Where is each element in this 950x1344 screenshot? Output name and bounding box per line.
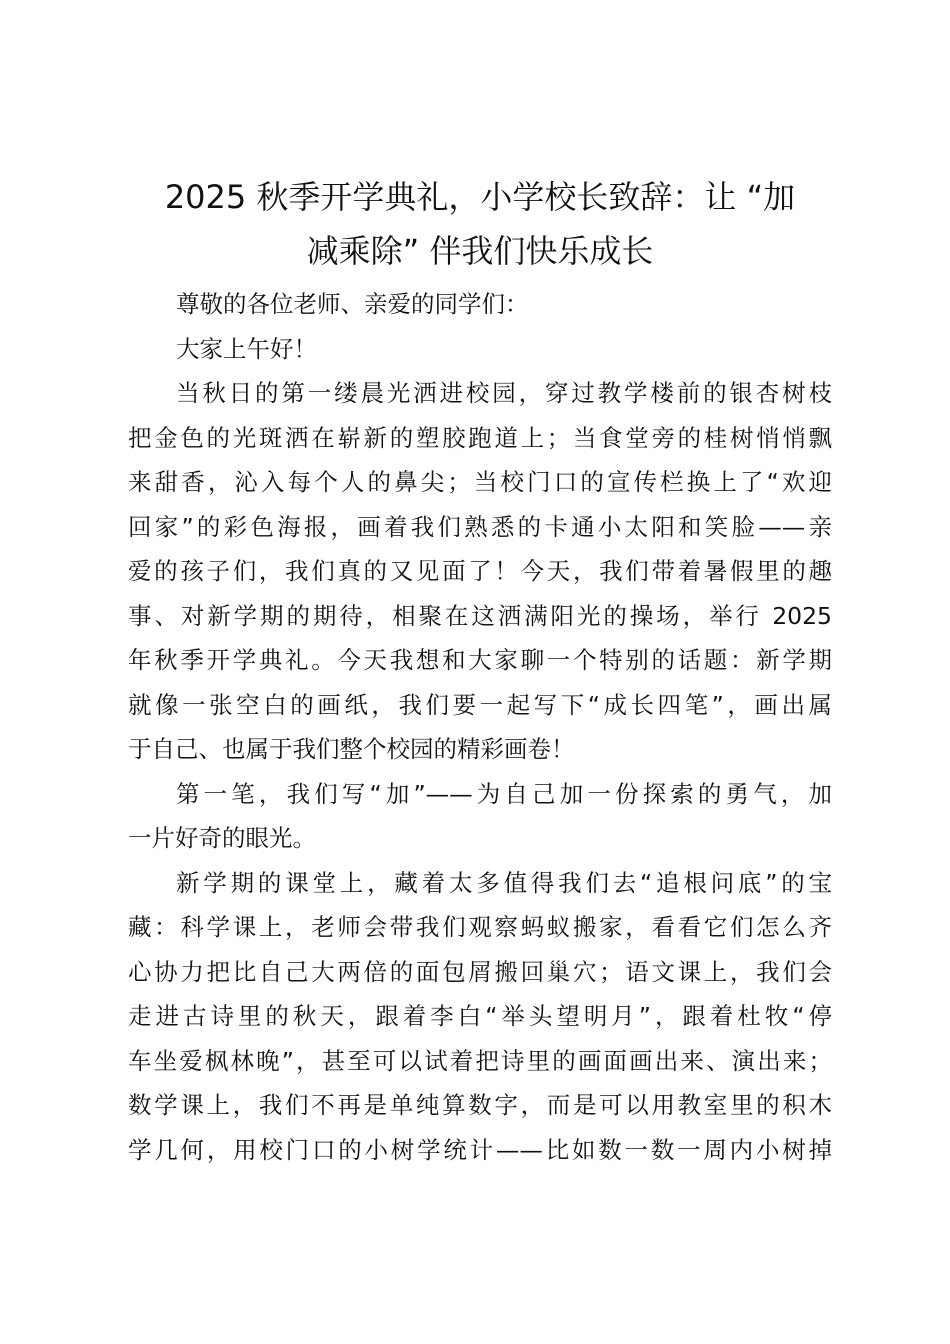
text-line: 尊敬的各位老师、亲爱的同学们：	[176, 290, 529, 318]
text-line: 大家上午好！	[176, 334, 317, 363]
document-page	[128, 170, 832, 1172]
first-stroke-paragraph	[128, 772, 832, 861]
text-line: 第一笔，我们写“加”——为自己加一份探索的勇气，加	[176, 779, 832, 808]
intro-paragraph	[128, 371, 832, 772]
text-line: 车坐爱枫林晚”，甚至可以试着把诗里的画面画出来、演出来；	[128, 1046, 832, 1075]
text-line: 新学期的课堂上，藏着太多值得我们去“追根问底”的宝	[176, 868, 832, 897]
text-line: 回家”的彩色海报，画着我们熟悉的卡通小太阳和笑脸——亲	[128, 512, 832, 541]
greeting-paragraph	[128, 327, 832, 372]
text-line: 于自己、也属于我们整个校园的精彩画卷！	[128, 735, 575, 763]
text-line: 来甜香，沁入每个人的鼻尖；当校门口的宣传栏换上了“欢迎	[128, 468, 832, 496]
text-line: 学几何，用校门口的小树学统计——比如数一数一周内小树掉	[128, 1135, 832, 1164]
text-line: 年秋季开学典礼。今天我想和大家聊一个特别的话题：新学期	[128, 646, 832, 674]
text-line: 一片好奇的眼光。	[128, 824, 316, 852]
text-line: 走进古诗里的秋天，跟着李白“举头望明月”，跟着杜牧“停	[128, 1002, 832, 1030]
text-line: 当秋日的第一缕晨光洒进校园，穿过教学楼前的银杏树枝	[176, 379, 832, 407]
title-line: 2025 秋季开学典礼，小学校长致辞：让 “加	[164, 178, 796, 216]
text-line: 数学课上，我们不再是单纯算数字，而是可以用教室里的积木	[128, 1091, 832, 1119]
text-line: 藏：科学课上，老师会带我们观察蚂蚁搬家，看看它们怎么齐	[128, 913, 832, 941]
text-line: 就像一张空白的画纸，我们要一起写下“成长四笔”，画出属	[128, 690, 832, 719]
text-line: 事、对新学期的期待，相聚在这洒满阳光的操场，举行 2025	[128, 601, 832, 630]
salutation-paragraph	[128, 282, 832, 327]
text-line: 爱的孩子们，我们真的又见面了！今天，我们带着暑假里的趣	[128, 557, 832, 585]
text-line: 把金色的光斑洒在崭新的塑胶跑道上；当食堂旁的桂树悄悄飘	[128, 423, 832, 452]
document-title	[128, 170, 832, 278]
classroom-paragraph	[128, 861, 832, 1173]
text-line: 心协力把比自己大两倍的面包屑搬回巢穴；语文课上，我们会	[128, 957, 832, 986]
title-line: 减乘除” 伴我们快乐成长	[306, 232, 654, 270]
